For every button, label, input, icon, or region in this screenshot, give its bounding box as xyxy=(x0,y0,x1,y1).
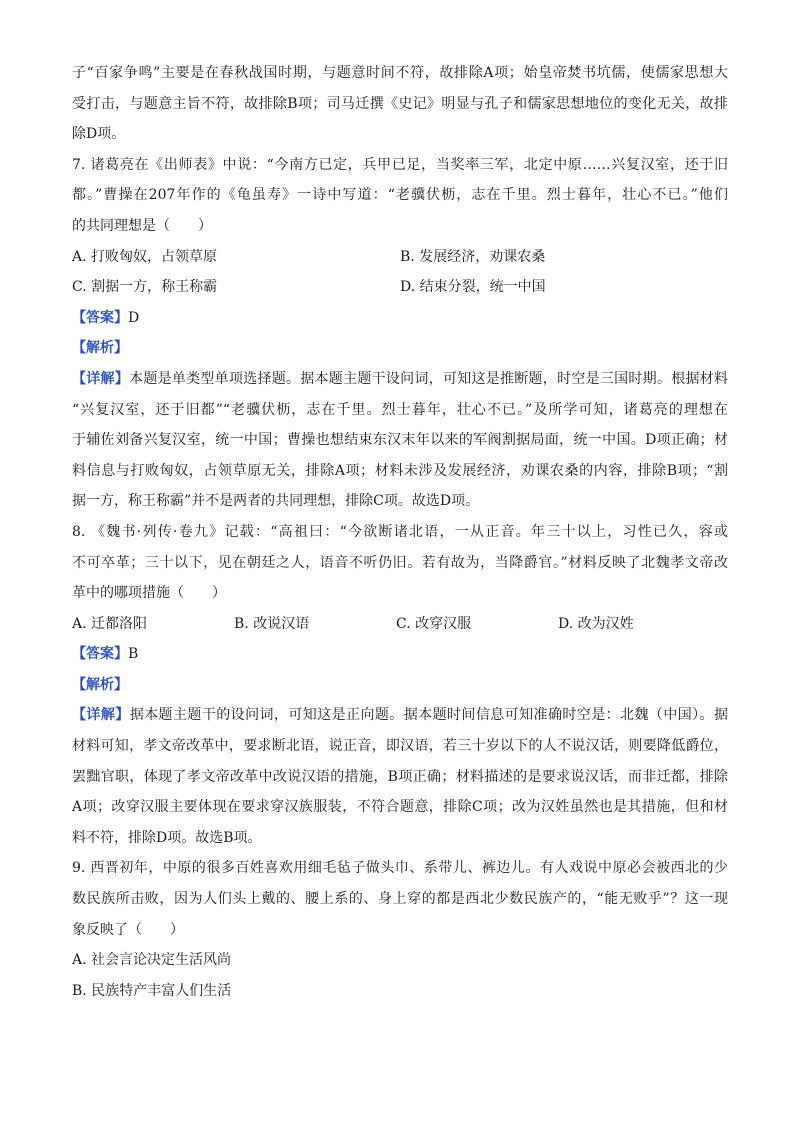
detail-line: 料不符，排除D项。故选B项。 xyxy=(72,829,262,846)
options-row xyxy=(72,609,728,640)
question-stem-line: 革中的哪项措施（ ） xyxy=(72,585,226,602)
option-c: C. 改穿汉服 xyxy=(396,615,472,632)
detail-line: 据一方，称王称霸”并不是两者的共同理想，排除C项。故选D项。 xyxy=(72,493,480,510)
question-stem-line: 7. 诸葛亮在《出师表》中说：“今南方已定，兵甲已足，当奖率三军，北定中原……兴复汉室，还于旧 xyxy=(72,156,728,173)
question-stem-line: 8. 《魏书·列传·卷九》记载：“高祖曰：“今欲断诸北语，一从正音。年三十以上，习性已久，容或 xyxy=(72,523,728,540)
answer-line xyxy=(72,639,728,670)
analysis-line xyxy=(72,333,728,364)
question-stem-line: 都。”曹操在207年作的《龟虽寿》一诗中写道：“老骥伏枥，志在千里。烈士暮年，壮心不已。”他们 xyxy=(72,187,728,204)
detail-line: 料信息与打败匈奴，占领草原无关，排除A项；材料未涉及发展经济，劝课农桑的内容，排除B项；“割 xyxy=(72,462,728,479)
detail-text: 本题是单类型单项选择题。据本题主题干设问词，可知这是推断题，时空是三国时期。根据材料 xyxy=(129,370,728,387)
analysis-line xyxy=(72,670,728,701)
detail-line xyxy=(72,364,728,395)
detail-line: 罢黜官职，体现了孝文帝改革中改说汉语的措施，B项正确；材料描述的是要求说汉话，而非迁都，排除 xyxy=(72,768,728,785)
answer-value: B xyxy=(128,646,139,663)
text-line: 子“百家争鸣”主要是在春秋战国时期，与题意时间不符，故排除A项；始皇帝焚书坑儒，使儒家思想大 xyxy=(72,65,728,81)
options-row xyxy=(72,242,728,273)
question-stem-line: 不可卒革；三十以下，见在朝廷之人，语音不听仍旧。若有故为，当降爵官。”材料反映了北魏孝文帝改 xyxy=(72,554,728,571)
detail-tag: 【详解】 xyxy=(72,707,130,724)
analysis-tag: 【解析】 xyxy=(72,340,128,357)
options-row xyxy=(72,272,728,303)
detail-line xyxy=(72,700,728,731)
option-b: B. 发展经济，劝课农桑 xyxy=(400,248,546,265)
answer-tag: 【答案】 xyxy=(72,309,128,326)
detail-line: 材料可知，孝文帝改革中，要求断北语，说正音，即汉语，若三十岁以下的人不说汉话，则要降低爵位， xyxy=(72,738,728,755)
option-a: A. 社会言论决定生活风尚 xyxy=(72,952,232,969)
detail-tag: 【详解】 xyxy=(72,370,130,387)
detail-line: 于辅佐刘备兴复汉室，统一中国；曹操也想结束东汉末年以来的军阀割据局面，统一中国。D项正确；材 xyxy=(72,432,728,449)
option-a: A. 打败匈奴，占领草原 xyxy=(72,248,218,265)
text-line: 受打击，与题意主旨不符，故排除B项；司马迁撰《史记》明显与孔子和儒家思想地位的变化无关，故排 xyxy=(72,95,728,112)
option-d: D. 结束分裂，统一中国 xyxy=(400,279,546,296)
question-9 xyxy=(72,853,728,1006)
option-b: B. 民族特产丰富人们生活 xyxy=(72,982,232,999)
answer-tag: 【答案】 xyxy=(72,646,128,663)
answer-line xyxy=(72,303,728,334)
analysis-tag: 【解析】 xyxy=(72,676,128,693)
option-d: D. 改为汉姓 xyxy=(558,615,634,632)
prev-explanation xyxy=(72,58,728,150)
question-stem-line: 数民族所击败，因为人们头上戴的、腰上系的、身上穿的都是西北少数民族产的，“能无败乎”？这一现 xyxy=(72,891,728,908)
text-line: 除D项。 xyxy=(72,126,126,143)
option-a: A. 迁都洛阳 xyxy=(72,615,148,632)
detail-line: “兴复汉室，还于旧都”“老骥伏枥，志在千里。烈士暮年，壮心不已。”及所学可知，诸葛亮的理想在 xyxy=(72,401,728,418)
question-stem-line: 的共同理想是（ ） xyxy=(72,217,212,234)
detail-text: 据本题主题干的设问词，可知这是正向题。据本题时间信息可知准确时空是：北魏（中国）。据 xyxy=(129,707,728,724)
question-7 xyxy=(72,150,728,517)
document-body xyxy=(72,58,728,1006)
question-stem-line: 象反映了（ ） xyxy=(72,921,184,938)
question-8 xyxy=(72,517,728,854)
question-stem-line: 9. 西晋初年，中原的很多百姓喜欢用细毛毡子做头巾、系带儿、裤边儿。有人戏说中原必会被西北的少 xyxy=(72,860,728,877)
option-b: B. 改说汉语 xyxy=(234,615,310,632)
option-c: C. 割据一方，称王称霸 xyxy=(72,279,218,296)
detail-line: A项；改穿汉服主要体现在要求穿汉族服装，不符合题意，排除C项；改为汉姓虽然也是其措施，但和材 xyxy=(72,799,728,816)
answer-value: D xyxy=(128,309,140,326)
